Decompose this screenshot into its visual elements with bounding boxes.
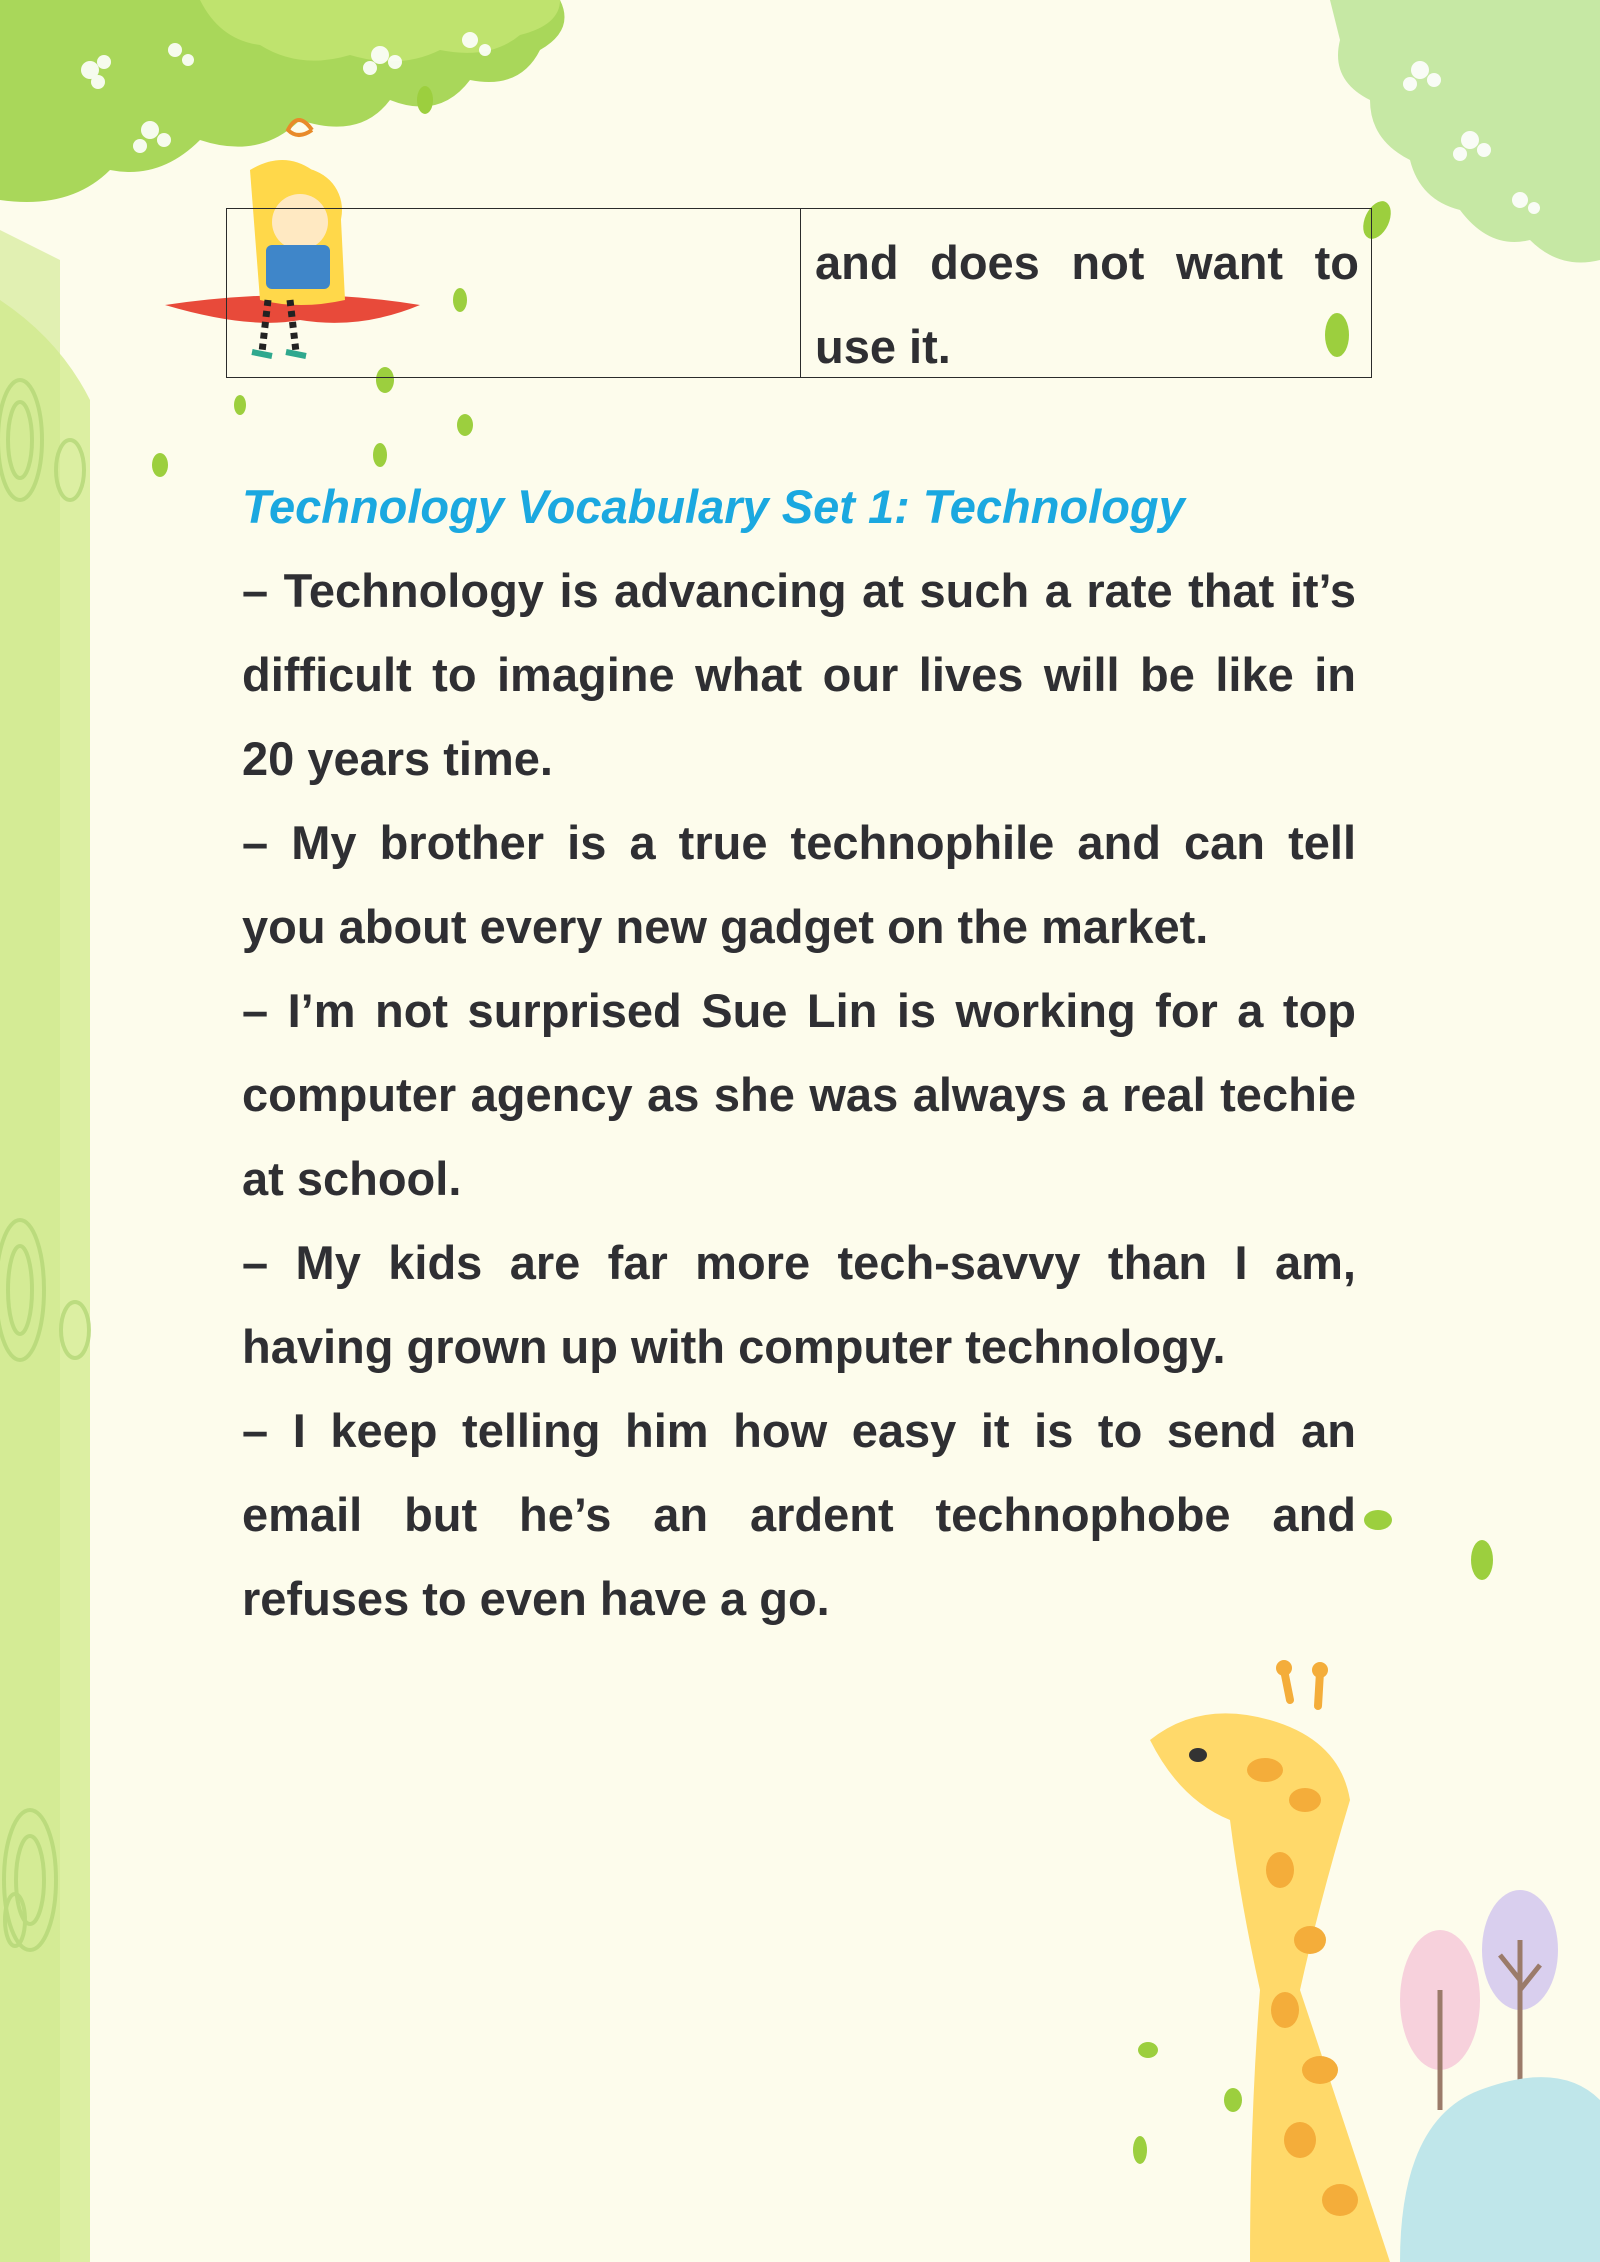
example-sentence bbox=[242, 801, 1356, 969]
table-cell-line: and does not want to bbox=[815, 236, 1359, 289]
text-line: computer agency as she was always a real techie bbox=[242, 1068, 1356, 1121]
text-line: – My kids are far more tech-savvy than I am, bbox=[242, 1236, 1356, 1289]
text-line: 20 years time. bbox=[242, 732, 553, 785]
text-line: – My brother is a true technophile and can tell bbox=[242, 816, 1356, 869]
table-cell-line: use it. bbox=[815, 320, 951, 373]
giraffe-illustration bbox=[1150, 1660, 1390, 2262]
text-line: – I’m not surprised Sue Lin is working for a top bbox=[242, 984, 1356, 1037]
text-line: refuses to even have a go. bbox=[242, 1572, 830, 1625]
text-line: at school. bbox=[242, 1152, 462, 1205]
table-cell-left bbox=[227, 209, 801, 377]
text-line: having grown up with computer technology. bbox=[242, 1320, 1226, 1373]
table-cell-right bbox=[801, 209, 1371, 377]
text-line: email but he’s an ardent technophobe and bbox=[242, 1488, 1356, 1541]
text-line: – Technology is advancing at such a rate that it’s bbox=[242, 564, 1356, 617]
example-sentence bbox=[242, 1389, 1356, 1641]
text-line: you about every new gadget on the market. bbox=[242, 900, 1209, 953]
bottom-right-trees bbox=[1400, 1890, 1600, 2262]
text-line: difficult to imagine what our lives will be like in bbox=[242, 648, 1356, 701]
vocabulary-table bbox=[226, 208, 1372, 378]
document-body bbox=[242, 465, 1356, 1641]
example-sentence bbox=[242, 1221, 1356, 1389]
text-line: – I keep telling him how easy it is to send an bbox=[242, 1404, 1356, 1457]
example-sentence bbox=[242, 549, 1356, 801]
example-sentence bbox=[242, 969, 1356, 1221]
section-heading: Technology Vocabulary Set 1: Technology bbox=[242, 480, 1185, 533]
